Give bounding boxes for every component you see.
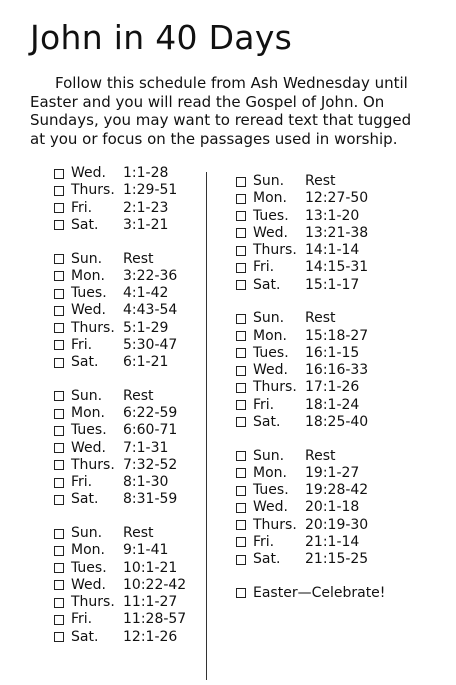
day-label: Tues. <box>71 422 107 439</box>
reading-item <box>54 594 204 611</box>
day-label: Sun. <box>253 310 285 327</box>
day-label: Mon. <box>253 464 287 481</box>
checkbox[interactable] <box>236 451 246 461</box>
reading-item <box>54 422 204 439</box>
checkbox[interactable] <box>54 529 64 539</box>
day-label: Fri. <box>71 474 93 491</box>
reading-reference: 14:1-14 <box>305 242 360 259</box>
day-label: Sun. <box>253 447 285 464</box>
day-label: Sat. <box>71 216 99 233</box>
day-label: Tues. <box>253 207 289 224</box>
day-label: Fri. <box>253 533 275 550</box>
reading-item <box>54 302 204 319</box>
reading-item <box>54 337 204 354</box>
checkbox[interactable] <box>236 246 246 256</box>
checkbox[interactable] <box>54 391 64 401</box>
reading-item <box>236 517 436 534</box>
checkbox[interactable] <box>236 211 246 221</box>
reading-reference: 3:22-36 <box>123 267 178 284</box>
day-label: Wed. <box>71 576 106 593</box>
checkbox[interactable] <box>236 503 246 513</box>
reading-reference: 18:1-24 <box>305 396 360 413</box>
checkbox[interactable] <box>54 495 64 505</box>
reading-reference: 13:1-20 <box>305 207 360 224</box>
reading-item <box>54 354 204 371</box>
reading-reference: 11:1-27 <box>123 594 178 611</box>
checkbox[interactable] <box>236 486 246 496</box>
reading-reference: 17:1-26 <box>305 379 360 396</box>
checkbox[interactable] <box>236 314 246 324</box>
reading-item <box>236 277 436 294</box>
day-label: Wed. <box>253 499 288 516</box>
day-label: Thurs. <box>71 456 115 473</box>
day-label: Sun. <box>253 173 285 190</box>
day-label: Thurs. <box>71 182 115 199</box>
easter-label: Easter—Celebrate! <box>253 584 386 601</box>
checkbox[interactable] <box>54 478 64 488</box>
reading-reference: 7:32-52 <box>123 456 178 473</box>
day-label: Thurs. <box>71 594 115 611</box>
page-title: John in 40 Days <box>30 18 293 57</box>
checkbox[interactable] <box>54 306 64 316</box>
reading-reference: 21:1-14 <box>305 533 360 550</box>
reading-reference: 8:1-30 <box>123 474 169 491</box>
reading-item <box>54 611 204 628</box>
reading-item <box>236 397 436 414</box>
reading-reference: 21:15-25 <box>305 551 369 568</box>
day-label: Mon. <box>71 267 105 284</box>
day-label: Tues. <box>253 344 289 361</box>
reading-item <box>236 379 436 396</box>
reading-item <box>54 629 204 646</box>
checkbox[interactable] <box>54 340 64 350</box>
intro-paragraph <box>30 74 435 148</box>
reading-reference: 3:1-21 <box>123 216 169 233</box>
checkbox[interactable] <box>54 443 64 453</box>
checkbox[interactable] <box>236 417 246 427</box>
day-label: Sun. <box>71 250 103 267</box>
reading-item <box>54 525 204 542</box>
reading-reference: 1:29-51 <box>123 182 178 199</box>
day-label: Mon. <box>253 190 287 207</box>
checkbox[interactable] <box>236 263 246 273</box>
reading-reference: 16:1-15 <box>305 344 360 361</box>
reading-reference: 10:22-42 <box>123 576 187 593</box>
reading-reference: 4:43-54 <box>123 302 178 319</box>
reading-reference: 5:30-47 <box>123 336 178 353</box>
column-divider <box>206 172 207 680</box>
day-label: Wed. <box>71 165 106 182</box>
checkbox[interactable] <box>54 563 64 573</box>
week-group <box>54 251 204 372</box>
checkbox[interactable] <box>236 280 246 290</box>
reading-item <box>54 474 204 491</box>
reading-reference: Rest <box>123 250 154 267</box>
checkbox[interactable] <box>54 409 64 419</box>
day-label: Thurs. <box>253 379 297 396</box>
checkbox[interactable] <box>54 598 64 608</box>
reading-reference: 6:22-59 <box>123 405 178 422</box>
day-label: Fri. <box>71 336 93 353</box>
checkbox[interactable] <box>54 426 64 436</box>
checkbox[interactable] <box>236 331 246 341</box>
checkbox[interactable] <box>236 555 246 565</box>
day-label: Thurs. <box>71 319 115 336</box>
checkbox[interactable] <box>54 271 64 281</box>
checkbox[interactable] <box>54 289 64 299</box>
reading-item <box>54 440 204 457</box>
reading-reference: 19:1-27 <box>305 464 360 481</box>
checkbox[interactable] <box>54 546 64 556</box>
intro-line: Follow this schedule from Ash Wednesday until <box>55 74 408 92</box>
reading-reference: Rest <box>305 447 336 464</box>
day-label: Fri. <box>71 611 93 628</box>
reading-item <box>54 491 204 508</box>
checkbox[interactable] <box>54 580 64 590</box>
reading-reference: 18:25-40 <box>305 413 369 430</box>
reading-reference: Rest <box>123 525 154 542</box>
checkbox[interactable] <box>54 220 64 230</box>
reading-item <box>54 560 204 577</box>
reading-reference: 1:1-28 <box>123 165 169 182</box>
reading-item <box>54 405 204 422</box>
reading-item <box>236 551 436 568</box>
reading-item <box>54 285 204 302</box>
checkbox[interactable] <box>236 194 246 204</box>
reading-reference: 7:1-31 <box>123 439 169 456</box>
reading-item <box>236 448 436 465</box>
reading-reference: 2:1-23 <box>123 199 169 216</box>
day-label: Fri. <box>253 396 275 413</box>
day-label: Wed. <box>71 439 106 456</box>
reading-reference: 19:28-42 <box>305 482 369 499</box>
checkbox[interactable] <box>54 203 64 213</box>
checkbox[interactable] <box>236 537 246 547</box>
checkbox[interactable] <box>54 358 64 368</box>
checkbox[interactable] <box>236 228 246 238</box>
day-label: Wed. <box>71 302 106 319</box>
checkbox[interactable] <box>236 383 246 393</box>
day-label: Mon. <box>253 327 287 344</box>
day-label: Tues. <box>253 482 289 499</box>
reading-item <box>54 251 204 268</box>
reading-item <box>54 200 204 217</box>
week-group <box>54 165 204 234</box>
reading-reference: 6:1-21 <box>123 354 169 371</box>
reading-reference: 12:1-26 <box>123 628 178 645</box>
reading-reference: 20:1-18 <box>305 499 360 516</box>
schedule-column-right <box>236 173 436 602</box>
reading-reference: 20:19-30 <box>305 516 369 533</box>
reading-item <box>236 328 436 345</box>
reading-item <box>54 182 204 199</box>
checkbox[interactable] <box>54 615 64 625</box>
day-label: Sat. <box>253 276 281 293</box>
day-label: Wed. <box>253 362 288 379</box>
day-label: Fri. <box>71 199 93 216</box>
checkbox[interactable] <box>236 366 246 376</box>
intro-line: Easter and you will read the Gospel of John. On <box>30 92 385 111</box>
reading-reference: 16:16-33 <box>305 362 369 379</box>
reading-item <box>236 362 436 379</box>
reading-item <box>236 499 436 516</box>
easter-item <box>236 585 436 602</box>
day-label: Tues. <box>71 559 107 576</box>
week-group <box>54 525 204 646</box>
reading-item <box>236 310 436 327</box>
checkbox[interactable] <box>236 177 246 187</box>
day-label: Thurs. <box>253 242 297 259</box>
day-label: Wed. <box>253 224 288 241</box>
day-label: Sun. <box>71 525 103 542</box>
reading-item <box>54 542 204 559</box>
reading-item <box>54 217 204 234</box>
day-label: Sat. <box>253 413 281 430</box>
checkbox[interactable] <box>236 520 246 530</box>
reading-reference: 9:1-41 <box>123 542 169 559</box>
reading-reference: 15:1-17 <box>305 276 360 293</box>
day-label: Mon. <box>71 405 105 422</box>
reading-item <box>236 259 436 276</box>
reading-reference: Rest <box>305 173 336 190</box>
reading-reference: 15:18-27 <box>305 327 369 344</box>
intro-line: at you or focus on the passages used in worship. <box>30 129 398 148</box>
intro-line: Sundays, you may want to reread text that tugged <box>30 111 412 129</box>
checkbox[interactable] <box>54 186 64 196</box>
reading-item <box>54 320 204 337</box>
reading-reference: 6:60-71 <box>123 422 178 439</box>
day-label: Tues. <box>71 285 107 302</box>
day-label: Fri. <box>253 259 275 276</box>
reading-item <box>236 414 436 431</box>
reading-item <box>236 345 436 362</box>
week-group <box>236 173 436 294</box>
week-group <box>236 448 436 569</box>
schedule-column-left <box>54 165 204 662</box>
reading-item <box>236 482 436 499</box>
reading-item <box>236 225 436 242</box>
reading-item <box>54 457 204 474</box>
reading-item <box>54 577 204 594</box>
checkbox[interactable] <box>54 169 64 179</box>
reading-reference: 12:27-50 <box>305 190 369 207</box>
checkbox[interactable] <box>236 348 246 358</box>
day-label: Mon. <box>71 542 105 559</box>
reading-item <box>54 165 204 182</box>
reading-reference: 11:28-57 <box>123 611 187 628</box>
day-label: Thurs. <box>253 516 297 533</box>
checkbox[interactable] <box>54 323 64 333</box>
checkbox[interactable] <box>236 400 246 410</box>
checkbox[interactable] <box>54 254 64 264</box>
reading-reference: 13:21-38 <box>305 224 369 241</box>
reading-item <box>236 173 436 190</box>
reading-reference: 5:1-29 <box>123 319 169 336</box>
reading-item <box>54 268 204 285</box>
reading-reference: 10:1-21 <box>123 559 178 576</box>
day-label: Sat. <box>71 628 99 645</box>
reading-reference: Rest <box>305 310 336 327</box>
day-label: Sat. <box>71 354 99 371</box>
day-label: Sat. <box>253 551 281 568</box>
week-group <box>54 388 204 509</box>
checkbox[interactable] <box>54 632 64 642</box>
reading-reference: 4:1-42 <box>123 285 169 302</box>
reading-item <box>54 388 204 405</box>
checkbox[interactable] <box>236 588 246 598</box>
checkbox[interactable] <box>236 468 246 478</box>
reading-item <box>236 208 436 225</box>
reading-reference: 8:31-59 <box>123 491 178 508</box>
week-group <box>236 310 436 431</box>
reading-item <box>236 190 436 207</box>
reading-item <box>236 465 436 482</box>
checkbox[interactable] <box>54 460 64 470</box>
reading-reference: 14:15-31 <box>305 259 369 276</box>
reading-reference: Rest <box>123 387 154 404</box>
day-label: Sat. <box>71 491 99 508</box>
reading-item <box>236 534 436 551</box>
reading-item <box>236 242 436 259</box>
day-label: Sun. <box>71 387 103 404</box>
